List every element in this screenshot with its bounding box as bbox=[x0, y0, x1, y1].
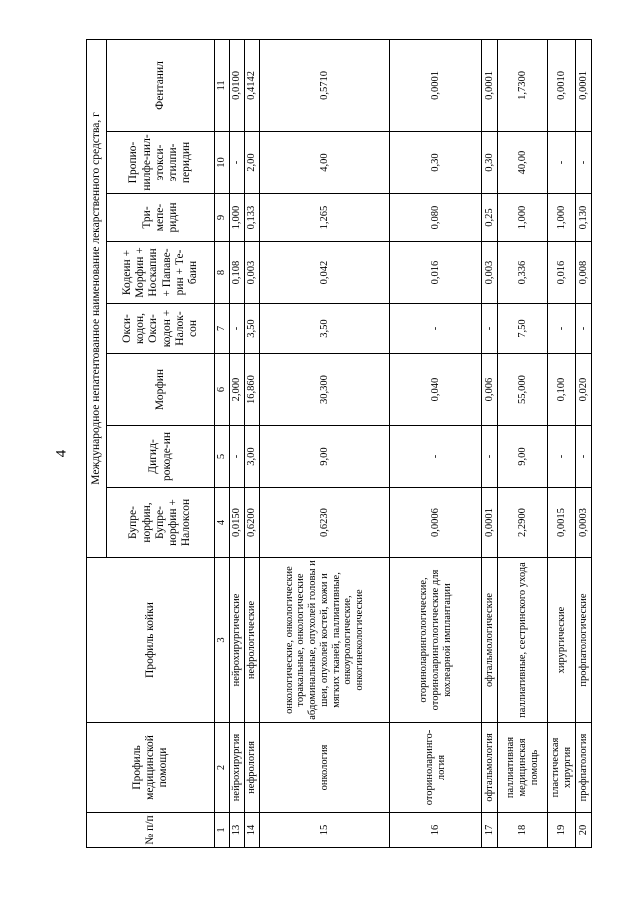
row-value: 0,040 bbox=[390, 354, 482, 426]
row-value: - bbox=[548, 426, 576, 488]
row-bed-profile: хирургические bbox=[548, 558, 576, 723]
row-value: 0,0001 bbox=[482, 488, 498, 558]
table-row bbox=[498, 39, 548, 847]
row-care-profile: нейрохирургия bbox=[230, 723, 245, 813]
row-care-profile: пластическая хирургия bbox=[548, 723, 576, 813]
row-value: 2,000 bbox=[230, 354, 245, 426]
row-value: 0,30 bbox=[390, 132, 482, 194]
row-value: 0,003 bbox=[245, 242, 260, 304]
header-profile-care: Профиль медицинской помощи bbox=[87, 723, 215, 813]
row-care-profile: паллиативная медицинская помощь bbox=[498, 723, 548, 813]
row-value: 2,00 bbox=[245, 132, 260, 194]
row-num: 20 bbox=[576, 813, 592, 848]
index-cell: 8 bbox=[215, 242, 230, 304]
table-row bbox=[230, 39, 245, 847]
row-care-profile: нефрология bbox=[245, 723, 260, 813]
row-num: 14 bbox=[245, 813, 260, 848]
table-row bbox=[260, 39, 390, 847]
row-value: 0,006 bbox=[482, 354, 498, 426]
row-value: 0,008 bbox=[576, 242, 592, 304]
row-num: 19 bbox=[548, 813, 576, 848]
header-drug: Окси-кодон, Окси-кодон + Налок-сон bbox=[107, 304, 215, 354]
header-drug: Кодеин + Морфин + Носкапин + Папаве-рин + Те-баин bbox=[107, 242, 215, 304]
table-row bbox=[482, 39, 498, 847]
page-number: 4 bbox=[53, 449, 70, 458]
header-drug: Дигид-рокоде-ин bbox=[107, 426, 215, 488]
row-value: 0,25 bbox=[482, 194, 498, 242]
row-value: - bbox=[548, 132, 576, 194]
row-value: - bbox=[390, 426, 482, 488]
row-value: 0,0001 bbox=[390, 39, 482, 131]
row-value: 30,300 bbox=[260, 354, 390, 426]
row-value: 1,7300 bbox=[498, 39, 548, 131]
index-cell: 4 bbox=[215, 488, 230, 558]
row-value: - bbox=[576, 304, 592, 354]
row-value: 0,0001 bbox=[576, 39, 592, 131]
row-num: 16 bbox=[390, 813, 482, 848]
index-cell: 1 bbox=[215, 813, 230, 848]
header-drug-group: Международное непатентованное наименование лекарственного средства, г bbox=[87, 39, 107, 557]
row-value: - bbox=[390, 304, 482, 354]
row-value: 3,50 bbox=[260, 304, 390, 354]
row-value: 0,016 bbox=[390, 242, 482, 304]
row-value: 1,000 bbox=[548, 194, 576, 242]
header-drug: Бупре-норфин, Бупре-норфин + Налоксон bbox=[107, 488, 215, 558]
index-cell: 11 bbox=[215, 39, 230, 131]
index-cell: 5 bbox=[215, 426, 230, 488]
row-value: - bbox=[576, 426, 592, 488]
row-value: 0,5710 bbox=[260, 39, 390, 131]
table-row bbox=[245, 39, 260, 847]
row-value: 1,265 bbox=[260, 194, 390, 242]
row-bed-profile: нефрологические bbox=[245, 558, 260, 723]
row-bed-profile: оториноларингологические, оториноларингологические для кохлеарной имплантации bbox=[390, 558, 482, 723]
row-num: 13 bbox=[230, 813, 245, 848]
header-profile-bed: Профиль койки bbox=[87, 558, 215, 723]
row-value: 0,016 bbox=[548, 242, 576, 304]
table-row bbox=[390, 39, 482, 847]
row-value: 0,130 bbox=[576, 194, 592, 242]
index-row bbox=[215, 39, 230, 847]
row-value: 3,00 bbox=[245, 426, 260, 488]
row-value: 0,6200 bbox=[245, 488, 260, 558]
row-bed-profile: паллиативные, сестринского ухода bbox=[498, 558, 548, 723]
row-value: 0,6230 bbox=[260, 488, 390, 558]
header-drug: Фентанил bbox=[107, 39, 215, 131]
row-value: - bbox=[482, 304, 498, 354]
row-value: - bbox=[230, 426, 245, 488]
index-cell: 9 bbox=[215, 194, 230, 242]
row-value: 0,0001 bbox=[482, 39, 498, 131]
row-value: 0,0100 bbox=[230, 39, 245, 131]
row-value: - bbox=[482, 426, 498, 488]
table-row bbox=[576, 39, 592, 847]
index-cell: 2 bbox=[215, 723, 230, 813]
row-value: - bbox=[230, 132, 245, 194]
row-value: 9,00 bbox=[260, 426, 390, 488]
row-value: 0,020 bbox=[576, 354, 592, 426]
row-num: 15 bbox=[260, 813, 390, 848]
header-drug: Три-мепе-ридин bbox=[107, 194, 215, 242]
drug-norms-table bbox=[86, 39, 592, 848]
row-value: 1,000 bbox=[498, 194, 548, 242]
row-bed-profile: нейрохирургические bbox=[230, 558, 245, 723]
row-value: 0,0015 bbox=[548, 488, 576, 558]
row-value: 0,042 bbox=[260, 242, 390, 304]
row-value: 3,50 bbox=[245, 304, 260, 354]
row-bed-profile: офтальмологические bbox=[482, 558, 498, 723]
row-value: 0,0003 bbox=[576, 488, 592, 558]
index-cell: 10 bbox=[215, 132, 230, 194]
table-row bbox=[548, 39, 576, 847]
row-value: 55,000 bbox=[498, 354, 548, 426]
index-cell: 6 bbox=[215, 354, 230, 426]
rotated-table-area bbox=[86, 40, 589, 848]
header-num: № п/п bbox=[87, 813, 215, 848]
table-rotator bbox=[86, 40, 589, 848]
row-value: 4,00 bbox=[260, 132, 390, 194]
row-value: 0,108 bbox=[230, 242, 245, 304]
row-value: 0,0010 bbox=[548, 39, 576, 131]
row-num: 17 bbox=[482, 813, 498, 848]
row-care-profile: офтальмология bbox=[482, 723, 498, 813]
row-bed-profile: онкологические, онкологические торакальные, онкологические абдоминальные, опухолей головы и шеи, опухолей костей, кожи и мягких тканей, паллиативные, онкоурологические, онкогинекологические bbox=[260, 558, 390, 723]
row-care-profile: оториноларинго-логия bbox=[390, 723, 482, 813]
row-value: 16,860 bbox=[245, 354, 260, 426]
row-value: 1,000 bbox=[230, 194, 245, 242]
row-value: 2,2900 bbox=[498, 488, 548, 558]
row-value: 0,336 bbox=[498, 242, 548, 304]
row-value: 0,30 bbox=[482, 132, 498, 194]
header-drug: Морфин bbox=[107, 354, 215, 426]
index-cell: 7 bbox=[215, 304, 230, 354]
row-value: 0,4142 bbox=[245, 39, 260, 131]
row-value: 0,133 bbox=[245, 194, 260, 242]
header-drug: Пропио-нилфе-нил-этокси-этилпи-перидин bbox=[107, 132, 215, 194]
row-num: 18 bbox=[498, 813, 548, 848]
row-value: 9,00 bbox=[498, 426, 548, 488]
row-value: 0,100 bbox=[548, 354, 576, 426]
row-value: 40,00 bbox=[498, 132, 548, 194]
row-value: - bbox=[576, 132, 592, 194]
row-care-profile: онкология bbox=[260, 723, 390, 813]
row-care-profile: профпатология bbox=[576, 723, 592, 813]
row-value: - bbox=[548, 304, 576, 354]
row-value: 7,50 bbox=[498, 304, 548, 354]
index-cell: 3 bbox=[215, 558, 230, 723]
row-bed-profile: профпатологические bbox=[576, 558, 592, 723]
row-value: 0,0150 bbox=[230, 488, 245, 558]
row-value: 0,003 bbox=[482, 242, 498, 304]
row-value: 0,0006 bbox=[390, 488, 482, 558]
row-value: - bbox=[230, 304, 245, 354]
row-value: 0,080 bbox=[390, 194, 482, 242]
